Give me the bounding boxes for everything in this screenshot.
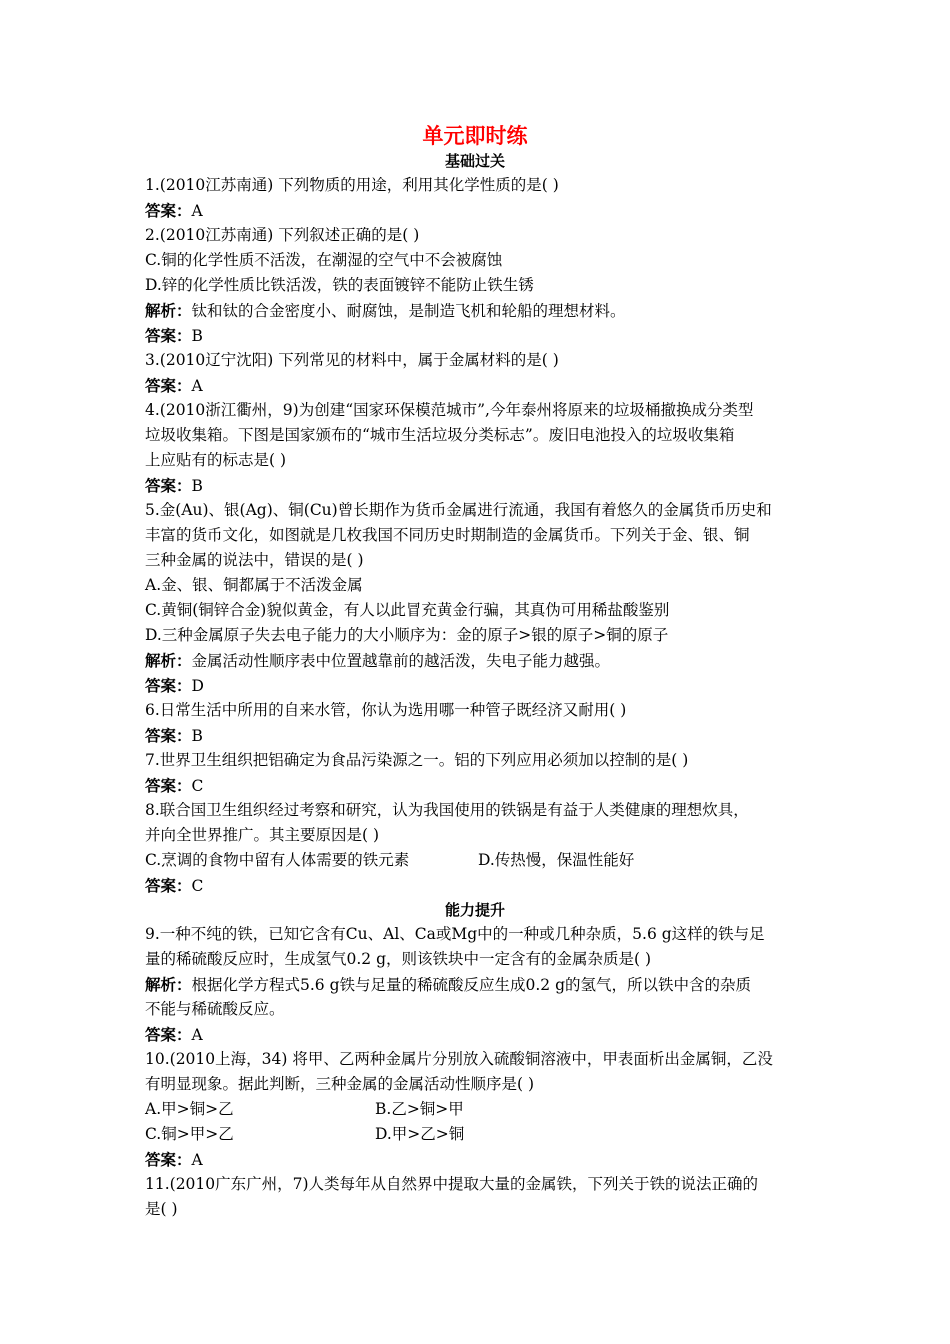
answer-value: B: [191, 727, 203, 745]
question-6: 6.日常生活中所用的自来水管，你认为选用哪一种管子既经济又耐用( ): [145, 701, 627, 719]
question-11-line-2: 是( ): [145, 1200, 178, 1218]
question-8-line-1: 8.联合国卫生组织经过考察和研究，认为我国使用的铁锅是有益于人类健康的理想炊具，: [145, 801, 749, 819]
question-5-line-1: 5.金(Au)、银(Ag)、铜(Cu)曾长期作为货币金属进行流通，我国有着悠久的金属货币历史和: [145, 501, 772, 519]
answer-8: [145, 873, 810, 899]
question-10-option-b: B.乙>铜>甲: [375, 1100, 464, 1118]
answer-value: A: [191, 1026, 203, 1044]
analysis-text: 钛和钛的合金密度小、耐腐蚀，是制造飞机和轮船的理想材料。: [191, 302, 626, 320]
answer-1: [145, 198, 810, 224]
answer-value: A: [191, 202, 203, 220]
question-4-line-3: 上应贴有的标志是( ): [145, 451, 287, 469]
analysis-label: 解析：: [145, 975, 192, 994]
answer-label: 答案：: [145, 326, 192, 345]
section-heading-advanced: 能力提升: [444, 901, 505, 919]
question-10-line-1: 10.(2010上海，34) 将甲、乙两种金属片分别放入硫酸铜溶液中，甲表面析出金属铜，乙没: [145, 1050, 773, 1068]
analysis-2: [145, 298, 810, 324]
question-10-options-ab: [145, 1097, 810, 1122]
question-10-option-a: A.甲>铜>乙: [145, 1100, 234, 1118]
analysis-5: [145, 648, 810, 674]
answer-label: 答案：: [145, 876, 192, 895]
question-8-line-2: 并向全世界推广。其主要原因是( ): [145, 826, 380, 844]
answer-label: 答案：: [145, 201, 192, 220]
question-8-option-c: C.烹调的食物中留有人体需要的铁元素: [145, 851, 410, 869]
answer-value: B: [191, 477, 203, 495]
question-2-option-d: D.锌的化学性质比铁活泼，铁的表面镀锌不能防止铁生锈: [145, 276, 534, 294]
answer-label: 答案：: [145, 776, 192, 795]
answer-label: 答案：: [145, 676, 192, 695]
question-10-option-c: C.铜>甲>乙: [145, 1125, 234, 1143]
answer-label: 答案：: [145, 726, 192, 745]
question-11-line-1: 11.(2010广东广州，7)人类每年从自然界中提取大量的金属铁，下列关于铁的说法正确的: [145, 1175, 759, 1193]
question-10-options-cd: [145, 1122, 810, 1147]
answer-7: [145, 773, 810, 799]
analysis-9-line-1: [145, 972, 810, 998]
answer-value: D: [191, 677, 204, 695]
question-10-option-d: D.甲>乙>铜: [375, 1125, 465, 1143]
answer-value: C: [191, 777, 204, 795]
question-2-option-c: C.铜的化学性质不活泼，在潮湿的空气中不会被腐蚀: [145, 251, 503, 269]
page-title: 单元即时练: [422, 123, 528, 148]
question-8-option-d: D.传热慢，保温性能好: [478, 851, 635, 869]
question-9-line-2: 量的稀硫酸反应时，生成氢气0.2 g，则该铁块中一定含有的金属杂质是( ): [145, 950, 652, 968]
answer-value: C: [191, 877, 204, 895]
question-9-line-1: 9.一种不纯的铁，已知它含有Cu、Al、Ca或Mg中的一种或几种杂质，5.6 g这样的铁与足: [145, 925, 765, 943]
answer-label: 答案：: [145, 376, 192, 395]
question-4-line-2: 垃圾收集箱。下图是国家颁布的“城市生活垃圾分类标志”。废旧电池投入的垃圾收集箱: [145, 426, 735, 444]
answer-6: [145, 723, 810, 749]
answer-4: [145, 473, 810, 499]
question-5-option-d: D.三种金属原子失去电子能力的大小顺序为：金的原子>银的原子>铜的原子: [145, 626, 669, 644]
question-5-option-c: C.黄铜(铜锌合金)貌似黄金，有人以此冒充黄金行骗，其真伪可用稀盐酸鉴别: [145, 601, 670, 619]
question-2: 2.(2010江苏南通) 下列叙述正确的是( ): [145, 226, 420, 244]
question-10-line-2: 有明显现象。据此判断，三种金属的金属活动性顺序是( ): [145, 1075, 535, 1093]
analysis-text: 金属活动性顺序表中位置越靠前的越活泼，失电子能力越强。: [191, 652, 611, 670]
question-3: 3.(2010辽宁沈阳) 下列常见的材料中，属于金属材料的是( ): [145, 351, 559, 369]
question-1: 1.(2010江苏南通) 下列物质的用途，利用其化学性质的是( ): [145, 176, 559, 194]
answer-label: 答案：: [145, 476, 192, 495]
answer-10: [145, 1147, 810, 1173]
answer-3: [145, 373, 810, 399]
question-5-line-3: 三种金属的说法中，错误的是( ): [145, 551, 364, 569]
question-7: 7.世界卫生组织把铝确定为食品污染源之一。铝的下列应用必须加以控制的是( ): [145, 751, 689, 769]
analysis-9-line-2: 不能与稀硫酸反应。: [145, 1000, 285, 1018]
analysis-label: 解析：: [145, 651, 192, 670]
analysis-label: 解析：: [145, 301, 192, 320]
question-8-options: [145, 848, 810, 873]
answer-5: [145, 673, 810, 699]
question-4-line-1: 4.(2010浙江衢州，9)为创建“国家环保模范城市”,今年泰州将原来的垃圾桶撤换成分类型: [145, 401, 754, 419]
answer-value: B: [191, 327, 203, 345]
answer-9: [145, 1022, 810, 1048]
answer-label: 答案：: [145, 1025, 192, 1044]
answer-value: A: [191, 1151, 203, 1169]
question-5-option-a: A.金、银、铜都属于不活泼金属: [145, 576, 363, 594]
answer-label: 答案：: [145, 1150, 192, 1169]
analysis-text: 根据化学方程式5.6 g铁与足量的稀硫酸反应生成0.2 g的氢气，所以铁中含的杂质: [191, 976, 752, 994]
section-heading-basic: 基础过关: [444, 152, 505, 170]
answer-value: A: [191, 377, 203, 395]
question-5-line-2: 丰富的货币文化，如图就是几枚我国不同历史时期制造的金属货币。下列关于金、银、铜: [145, 526, 750, 544]
answer-2: [145, 323, 810, 349]
